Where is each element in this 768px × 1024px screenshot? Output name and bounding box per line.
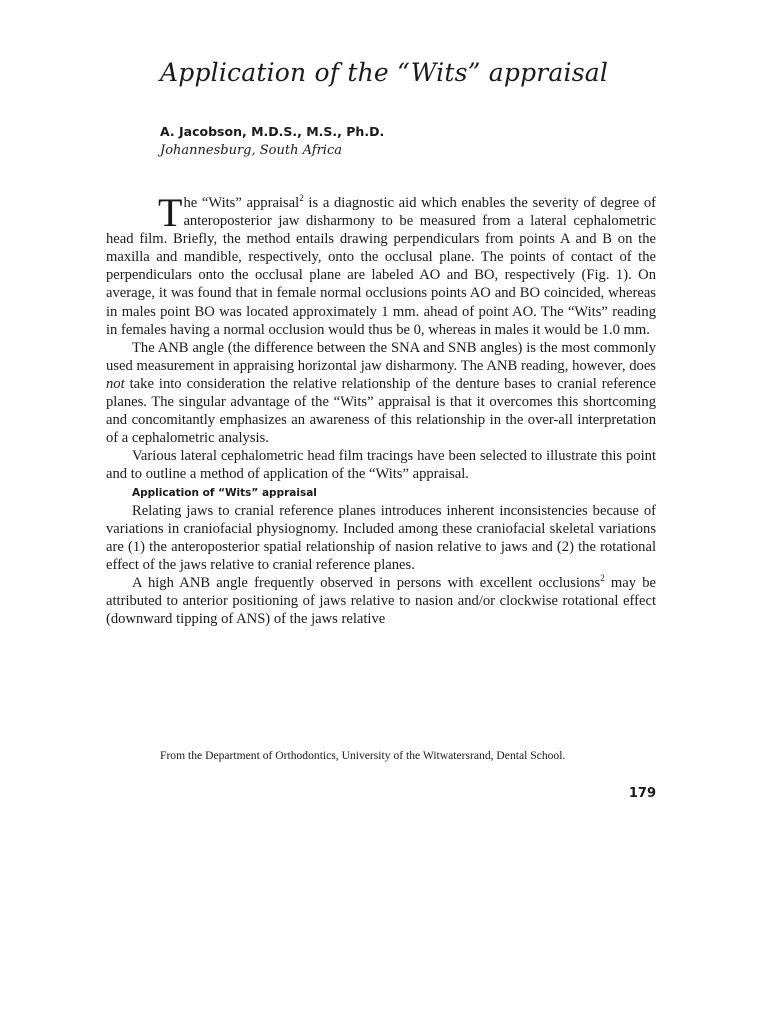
paragraph-tracings: Various lateral cephalometric head film tracings have been selected to illustrate this point and to outline a method of application of the “Wits” appraisal. [106,448,656,483]
reference-superscript: 2 [600,573,605,584]
reference-superscript: 2 [299,193,304,204]
paragraph-anb: The ANB angle (the difference between the SNA and SNB angles) is the most commonly used measurement in appraising horizontal jaw disharmony. The ANB reading, however, does not take into consideration the relative relationship of the denture bases to cranial reference planes. The singular advantage of the “Wits” appraisal is that it overcomes this shortcoming and concomitantly emphasizes an awareness of this relationship in the over-all interpretation of a cephalometric analysis. [106,339,656,447]
footnote: From the Department of Orthodontics, University of the Witwatersrand, Dental School. [160,749,566,762]
drop-cap: T [158,190,183,235]
article-body [106,190,657,628]
emphasis-not: not [106,375,125,392]
page-number: 179 [628,786,656,801]
article-title: Application of the “Wits” appraisal [160,58,609,87]
paragraph-intro: The “Wits” appraisal$^2$ is a diagnostic aid which enables the severity of degree of anteroposterior jaw disharmony to be measured from a lateral cephalometric head film. Briefly, the method entails drawing perpendiculars from points A and B on the maxilla and mandible, respectively, onto the occlusal plane. The points of contact of the perpendiculars onto the occlusal plane are labeled AO and BO, respectively (Fig. 1). On average, it was found that in female normal occlusions points AO and BO coincided, whereas in males point BO was located approximately 1 mm. ahead of point AO. The “Wits” reading in females having a normal occlusion would thus be 0, whereas in males it would be 1.0 mm. [106,190,656,338]
paragraph-high-anb: A high ANB angle frequently observed in persons with excellent occlusions$^2$ may be attributed to anterior positioning of jaws relative to nasion and/or clockwise rotational effect (downward tipping of ANS) of the jaws relative [106,573,657,628]
author-affiliation: Johannesburg, South Africa [160,143,342,158]
paragraph-reference-planes: Relating jaws to cranial reference planes introduces inherent inconsistencies because of variations in craniofacial physiognomy. Included among these craniofacial skeletal variations are (1) the anteroposterior spatial relationship of nasion relative to jaws and (2) the rotational effect of the jaws relative to cranial reference planes. [106,502,656,573]
section-heading: Application of “Wits” appraisal [132,486,317,499]
author-name: A. Jacobson, M.D.S., M.S., Ph.D. [160,124,385,139]
